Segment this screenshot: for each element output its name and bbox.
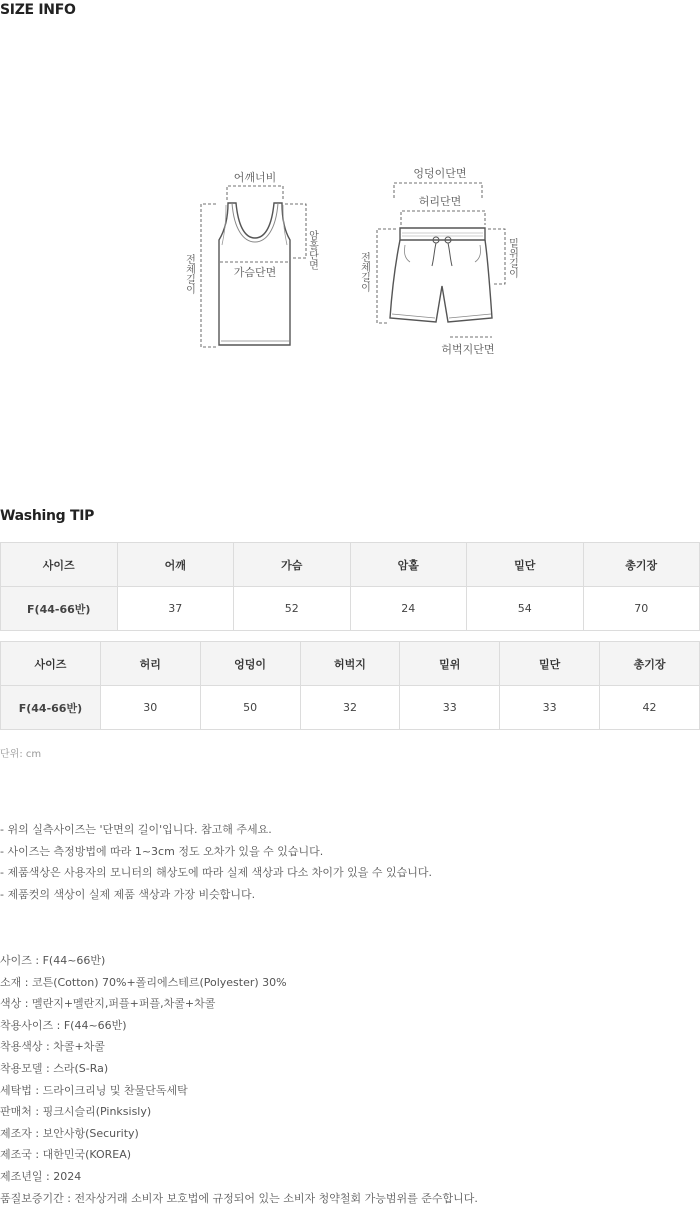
value-cell: 33 (400, 686, 500, 730)
list-item: - 사이즈는 측정방법에 따라 1~3cm 정도 오차가 있을 수 있습니다. (0, 844, 324, 858)
list-item: 세탁법 : 드라이크리닝 및 찬물단독세탁 (0, 1083, 188, 1097)
header-cell: 암홀 (350, 543, 467, 587)
value-cell: 54 (467, 587, 584, 631)
value-cell: 33 (500, 686, 600, 730)
label-bottom-length: 전체길이 (358, 252, 370, 292)
list-item: 제조자 : 보안사항(Security) (0, 1126, 139, 1140)
header-cell: 가슴 (234, 543, 351, 587)
table-row (1, 587, 700, 631)
table-header-row (1, 543, 700, 587)
label-waist: 허리단면 (418, 195, 462, 208)
list-item: - 제품색상은 사용자의 모니터의 해상도에 따라 실제 색상과 다소 차이가 있을 수 있습니다. (0, 866, 432, 880)
shorts-illustration (390, 228, 492, 322)
value-cell: 30 (100, 686, 200, 730)
table-header-row (1, 642, 700, 686)
list-item: 착용색상 : 차콜+차콜 (0, 1040, 105, 1054)
value-cell: 52 (234, 587, 351, 631)
header-cell: 사이즈 (1, 642, 101, 686)
table-row (1, 686, 700, 730)
top-size-table (0, 542, 700, 631)
label-rise: 밑위길이 (506, 238, 518, 278)
washing-tip-title: Washing TIP (0, 508, 95, 524)
size-cell: F(44-66반) (1, 686, 101, 730)
header-cell: 밑단 (500, 642, 600, 686)
header-cell: 밑단 (467, 543, 584, 587)
list-item: 품질보증기간 : 전자상거래 소비자 보호법에 규정되어 있는 소비자 청약철회 가능범위를 준수합니다. (0, 1191, 478, 1205)
bottom-size-table (0, 641, 700, 730)
value-cell: 37 (117, 587, 234, 631)
list-item: 판매처 : 핑크시슬리(Pinksisly) (0, 1105, 152, 1119)
size-info-title: SIZE INFO (0, 2, 76, 18)
list-item: 착용모델 : 스라(S-Ra) (0, 1061, 109, 1075)
value-cell: 24 (350, 587, 467, 631)
header-cell: 허벅지 (300, 642, 400, 686)
label-armhole: 암홀단면 (306, 230, 318, 270)
label-top-length: 전체길이 (183, 254, 195, 294)
label-chest: 가슴단면 (233, 266, 277, 279)
value-cell: 50 (200, 686, 300, 730)
list-item: 소재 : 코튼(Cotton) 70%+폴리에스테르(Polyester) 30% (0, 975, 287, 989)
label-hip: 엉덩이단면 (413, 167, 467, 180)
list-item: 사이즈 : F(44~66반) (0, 954, 106, 967)
unit-note: 단위: cm (0, 749, 42, 760)
header-cell: 총기장 (600, 642, 700, 686)
header-cell: 사이즈 (1, 543, 118, 587)
list-item: 착용사이즈 : F(44~66반) (0, 1018, 127, 1032)
header-cell: 총기장 (583, 543, 700, 587)
value-cell: 42 (600, 686, 700, 730)
size-diagram (0, 160, 700, 360)
size-notes (0, 822, 432, 909)
list-item: - 위의 실측사이즈는 '단면의 길이'입니다. 참고해 주세요. (0, 823, 272, 836)
header-cell: 허리 (100, 642, 200, 686)
header-cell: 밑위 (400, 642, 500, 686)
list-item: 제조년일 : 2024 (0, 1169, 82, 1183)
list-item: - 제품컷의 색상이 실제 제품 색상과 가장 비슷합니다. (0, 888, 256, 902)
list-item: 제조국 : 대한민국(KOREA) (0, 1148, 132, 1162)
value-cell: 70 (583, 587, 700, 631)
product-details (0, 953, 478, 1212)
size-cell: F(44-66반) (1, 587, 118, 631)
value-cell: 32 (300, 686, 400, 730)
header-cell: 어깨 (117, 543, 234, 587)
list-item: 색상 : 멜란지+멜란지,퍼플+퍼플,차콜+차콜 (0, 997, 216, 1011)
label-shoulder: 어깨너비 (233, 171, 277, 184)
header-cell: 엉덩이 (200, 642, 300, 686)
label-thigh: 허벅지단면 (441, 343, 495, 356)
